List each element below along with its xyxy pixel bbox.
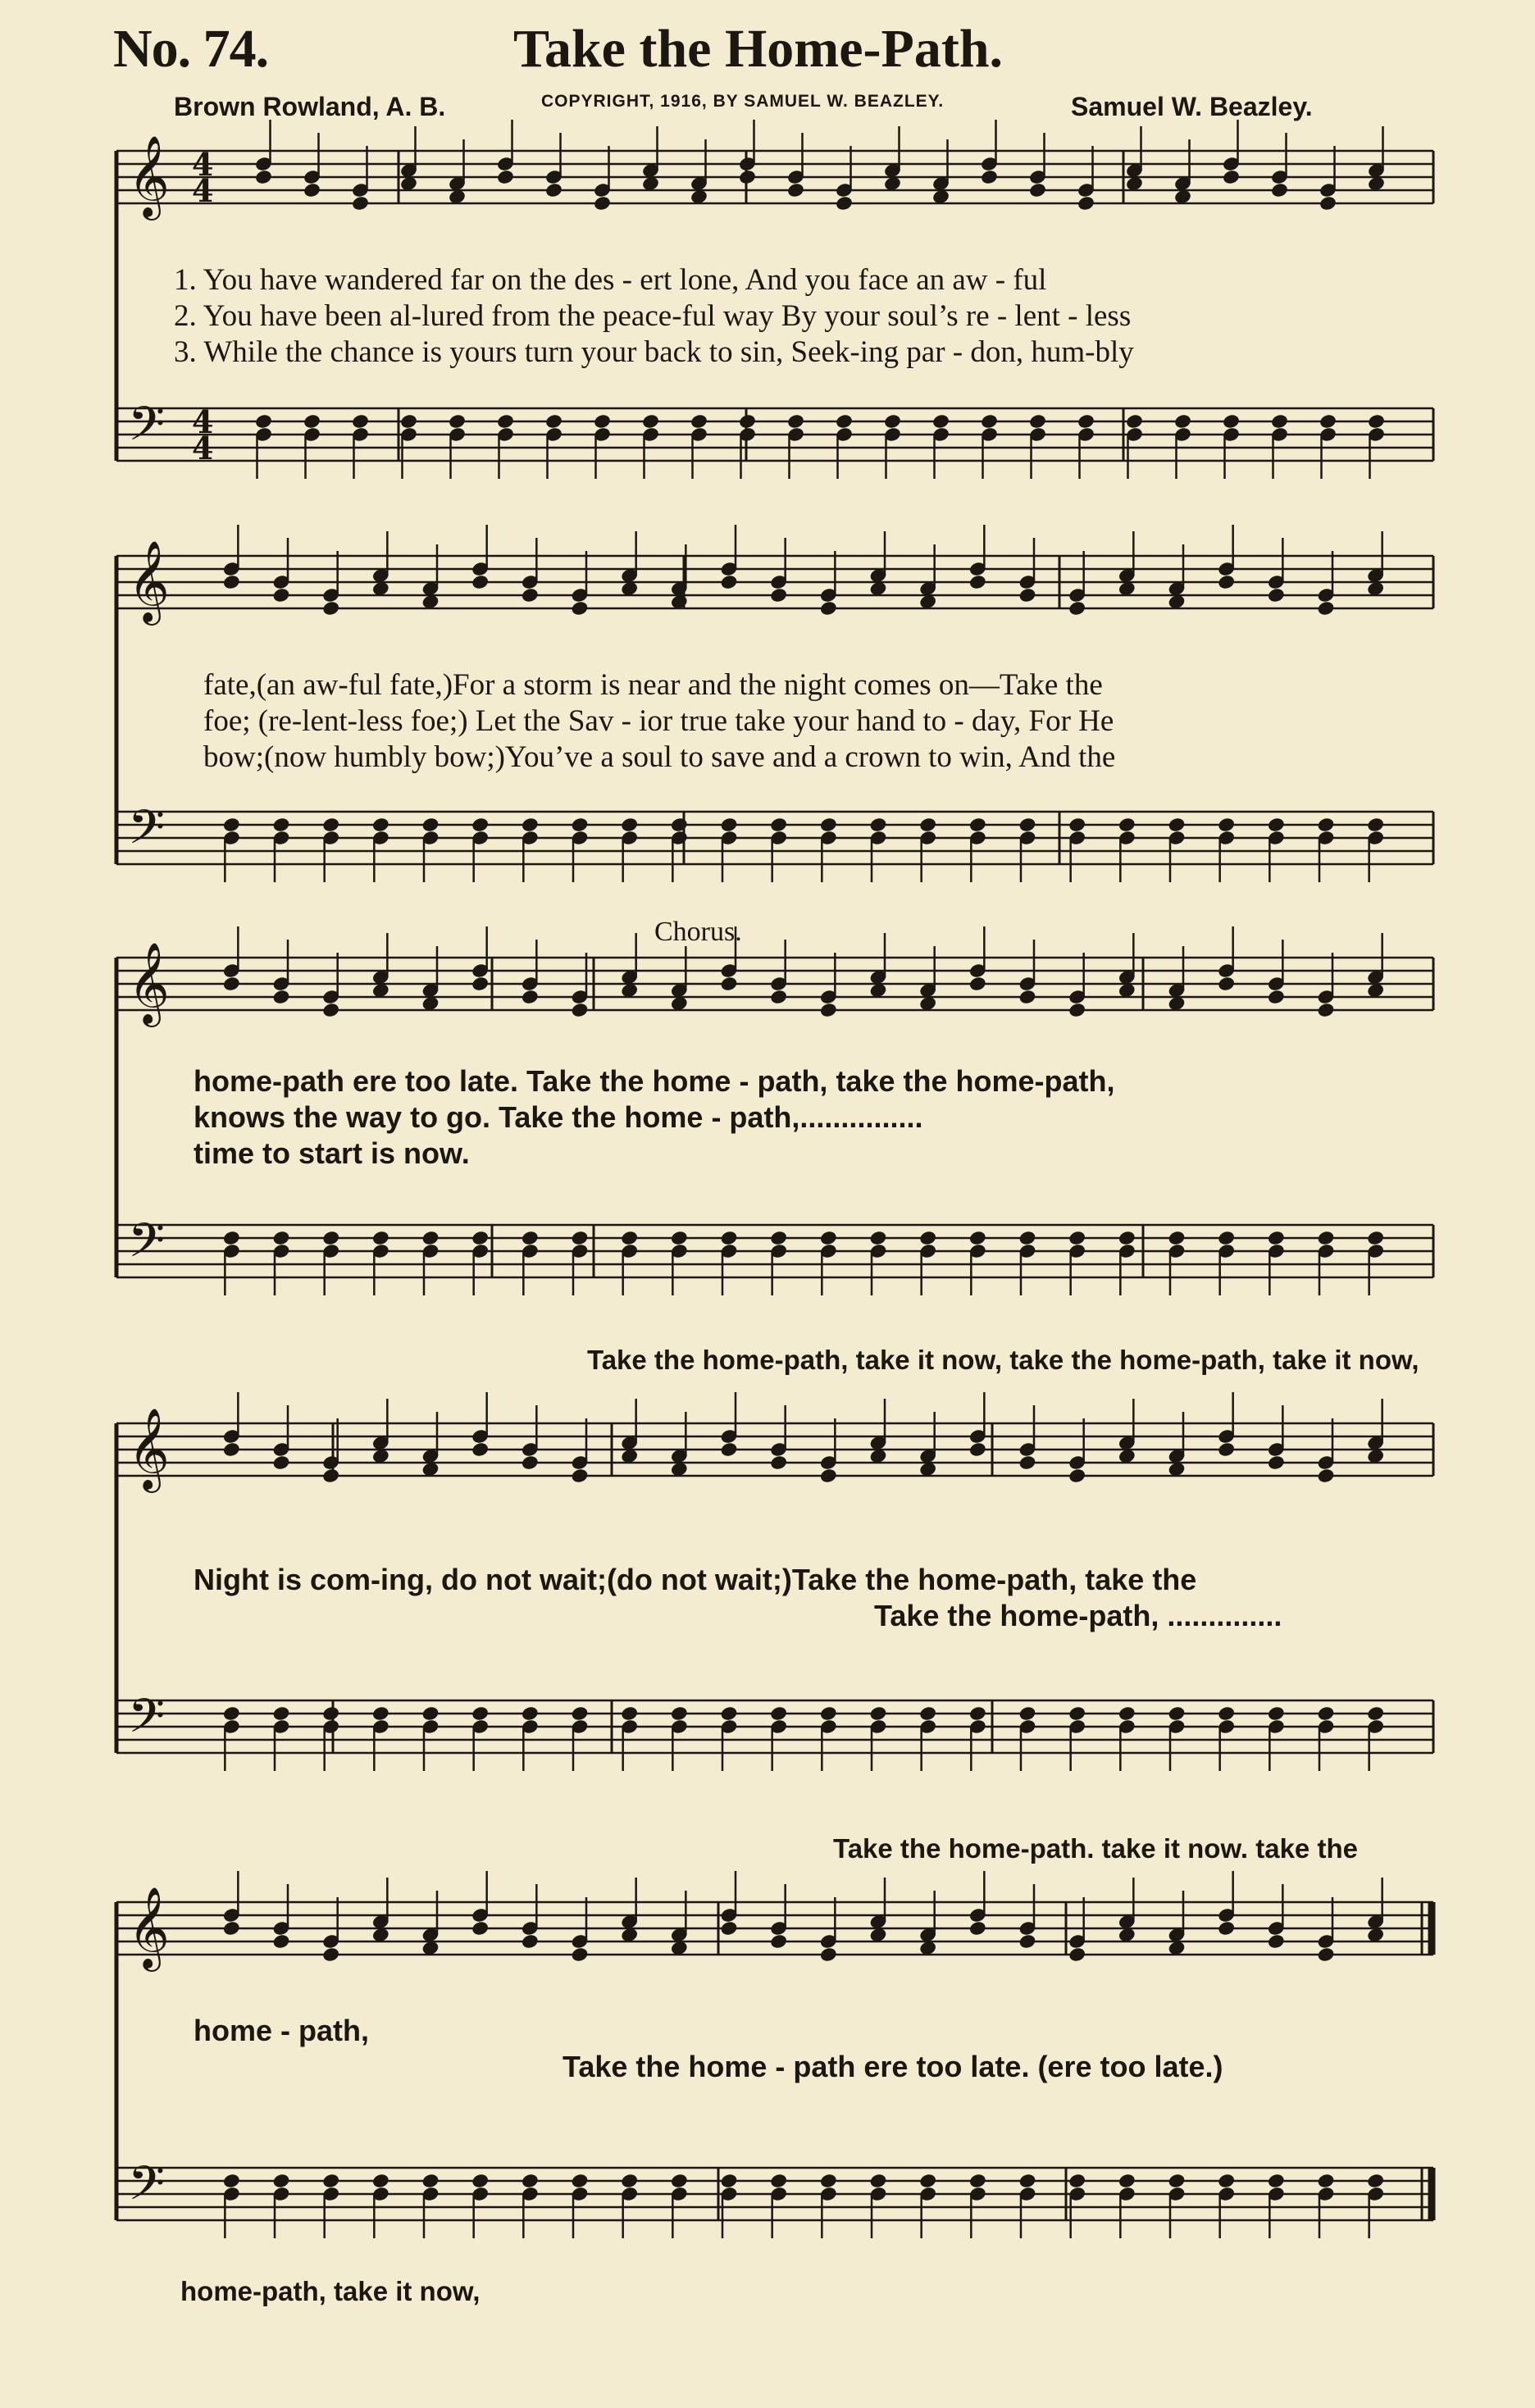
note-head (869, 1705, 887, 1721)
note-head (571, 817, 589, 832)
note-head (471, 1705, 490, 1721)
note-head (1018, 2173, 1036, 2188)
note-head (720, 574, 738, 589)
note-head (621, 2173, 639, 2188)
note-head (272, 1933, 290, 1949)
bass-clef-icon: 𝄢 (128, 799, 166, 867)
note-head (770, 1230, 788, 1245)
note-head (272, 1705, 290, 1721)
note-head (968, 1705, 986, 1721)
note-head (421, 1705, 440, 1721)
note-head (1218, 817, 1236, 832)
note-head (1218, 1705, 1236, 1721)
note-head (1223, 169, 1241, 184)
note-head (371, 817, 389, 832)
note-head (1317, 1705, 1335, 1721)
note-head (1168, 1230, 1186, 1245)
note-head (968, 2173, 986, 2188)
note-head (670, 1705, 688, 1721)
note-head (222, 574, 240, 589)
note-head (497, 169, 515, 184)
note-head (222, 1705, 240, 1721)
note-head (1367, 817, 1385, 832)
note-head (1267, 817, 1285, 832)
note-head (968, 1920, 986, 1936)
note-head (322, 1705, 340, 1721)
note-head (1317, 1468, 1335, 1483)
bass-echo-1: Take the home-path, take it now, take the home-path, take it now, (587, 1345, 1419, 1375)
hymn-title: Take the Home-Path. (513, 19, 1004, 79)
note-head (497, 413, 515, 429)
note-head (1068, 600, 1086, 616)
note-head (819, 1468, 837, 1483)
note-head (1118, 1705, 1136, 1721)
note-head (1317, 600, 1335, 616)
note-head (400, 413, 418, 429)
note-head (819, 1946, 837, 1962)
note-head (371, 1230, 389, 1245)
chorus-line-3: time to start is now. (194, 1136, 470, 1170)
note-head (1068, 1002, 1086, 1017)
note-head (739, 413, 757, 429)
note-head (1267, 1454, 1285, 1470)
note-head (1068, 1468, 1086, 1483)
note-head (1077, 413, 1095, 429)
note-head (1267, 1230, 1285, 1245)
treble-clef-icon: 𝄞 (128, 1408, 170, 1490)
chorus-line-2: knows the way to go. Take the home - path,............... (194, 1100, 923, 1134)
note-head (1367, 2173, 1385, 2188)
note-head (787, 413, 805, 429)
note-head (1267, 587, 1285, 603)
note-head (932, 413, 950, 429)
verse-2-line-1: 2. You have been al-lured from the peace-ful way By your soul’s re - lent - less (174, 299, 1132, 333)
note-head (1174, 413, 1192, 429)
note-head (968, 976, 986, 991)
note-head (571, 1230, 589, 1245)
note-head (1029, 413, 1047, 429)
note-head (1018, 989, 1036, 1004)
note-head (819, 1230, 837, 1245)
note-head (571, 600, 589, 616)
note-head (272, 2173, 290, 2188)
time-signature: 4 (192, 403, 214, 440)
note-head (642, 413, 660, 429)
time-signature: 4 (192, 430, 214, 467)
note-head (770, 1933, 788, 1949)
note-head (471, 2173, 490, 2188)
note-head (770, 1454, 788, 1470)
note-head (1118, 1230, 1136, 1245)
copyright-notice: COPYRIGHT, 1916, BY SAMUEL W. BEAZLEY. (541, 92, 945, 111)
time-signature: 4 (192, 172, 214, 209)
note-head (571, 1946, 589, 1962)
note-head (1218, 1920, 1236, 1936)
verse-1-line-2: fate,(an aw-ful fate,)For a storm is near and the night comes on—Take the (203, 668, 1103, 702)
note-head (1218, 976, 1236, 991)
note-head (1223, 413, 1241, 429)
note-head (521, 2173, 539, 2188)
note-head (968, 817, 986, 832)
note-head (521, 1705, 539, 1721)
bass-clef-icon: 𝄢 (128, 1213, 166, 1280)
note-head (1267, 989, 1285, 1004)
note-head (981, 413, 999, 429)
note-head (621, 1230, 639, 1245)
note-head (272, 817, 290, 832)
note-head (1218, 574, 1236, 589)
note-head (690, 413, 708, 429)
note-head (222, 2173, 240, 2188)
note-head (670, 2173, 688, 2188)
note-head (322, 2173, 340, 2188)
note-head (869, 817, 887, 832)
note-head (1118, 2173, 1136, 2188)
note-head (621, 1705, 639, 1721)
chorus-line-6: Take the home - path ere too late. (ere too late.) (563, 2050, 1223, 2083)
chorus-line-4: Night is com-ing, do not wait;(do not wait;)Take the home-path, take the (194, 1563, 1197, 1596)
note-head (981, 169, 999, 184)
note-head (1218, 1441, 1236, 1457)
bass-echo-3: home-path, take it now, (180, 2276, 481, 2306)
note-head (720, 976, 738, 991)
note-head (787, 182, 805, 198)
note-head (272, 1230, 290, 1245)
note-head (1068, 1705, 1086, 1721)
note-head (303, 182, 321, 198)
verse-3-line-2: bow;(now humbly bow;)You’ve a soul to save and a crown to win, And the (203, 740, 1116, 774)
bass-clef-icon: 𝄢 (128, 2155, 166, 2223)
note-head (836, 195, 854, 211)
note-head (1018, 1705, 1036, 1721)
note-head (968, 1441, 986, 1457)
note-head (521, 817, 539, 832)
note-head (670, 1230, 688, 1245)
note-head (521, 1454, 539, 1470)
note-head (819, 1002, 837, 1017)
note-head (322, 1002, 340, 1017)
note-head (471, 574, 490, 589)
note-head (471, 976, 490, 991)
note-head (1018, 1454, 1036, 1470)
note-head (819, 817, 837, 832)
note-head (919, 817, 937, 832)
verse-3-line-1: 3. While the chance is yours turn your back to sin, Seek-ing par - don, hum-bly (174, 335, 1134, 369)
treble-clef-icon: 𝄞 (128, 942, 170, 1024)
note-head (770, 989, 788, 1004)
note-head (1319, 195, 1337, 211)
note-head (720, 1441, 738, 1457)
note-head (819, 2173, 837, 2188)
note-head (1271, 182, 1289, 198)
note-head (322, 1230, 340, 1245)
note-head (1018, 587, 1036, 603)
note-head (968, 574, 986, 589)
bass-echo-2: Take the home-path. take it now. take the (833, 1833, 1358, 1864)
note-head (371, 2173, 389, 2188)
note-head (571, 1002, 589, 1017)
note-head (255, 169, 273, 184)
note-head (869, 1230, 887, 1245)
treble-clef-icon: 𝄞 (128, 540, 170, 622)
note-head (819, 600, 837, 616)
note-head (322, 817, 340, 832)
composer-credit: Samuel W. Beazley. (1071, 92, 1313, 121)
note-head (545, 413, 563, 429)
note-head (521, 989, 539, 1004)
note-head (869, 2173, 887, 2188)
note-head (322, 600, 340, 616)
note-head (272, 587, 290, 603)
note-head (1068, 1946, 1086, 1962)
note-head (222, 817, 240, 832)
note-head (471, 1920, 490, 1936)
note-head (720, 1920, 738, 1936)
note-head (1118, 817, 1136, 832)
note-head (545, 182, 563, 198)
note-head (1168, 817, 1186, 832)
note-head (421, 1230, 440, 1245)
note-head (1018, 1230, 1036, 1245)
note-head (1267, 2173, 1285, 2188)
note-head (222, 1441, 240, 1457)
note-head (919, 1705, 937, 1721)
note-head (471, 1441, 490, 1457)
note-head (352, 413, 370, 429)
note-head (1317, 2173, 1335, 2188)
note-head (670, 817, 688, 832)
bass-clef-icon: 𝄢 (128, 396, 166, 463)
note-head (594, 195, 612, 211)
note-head (322, 1946, 340, 1962)
note-head (222, 1230, 240, 1245)
chorus-line-5: home - path, (194, 2014, 369, 2047)
note-head (1367, 1705, 1385, 1721)
note-head (1367, 1230, 1385, 1245)
note-head (322, 1468, 340, 1483)
note-head (1018, 817, 1036, 832)
note-head (1126, 413, 1144, 429)
note-head (1029, 182, 1047, 198)
note-head (1317, 817, 1335, 832)
note-head (1018, 1933, 1036, 1949)
note-head (1319, 413, 1337, 429)
treble-clef-icon: 𝄞 (128, 1887, 170, 1969)
note-head (272, 1454, 290, 1470)
note-head (720, 817, 738, 832)
note-head (521, 587, 539, 603)
note-head (471, 1230, 490, 1245)
note-head (1218, 1230, 1236, 1245)
time-signature: 4 (192, 146, 214, 183)
note-head (770, 1705, 788, 1721)
note-head (621, 817, 639, 832)
chorus-line-1: home-path ere too late. Take the home - path, take the home-path, (194, 1064, 1115, 1098)
note-head (303, 413, 321, 429)
verse-2-line-2: foe; (re-lent-less foe;) Let the Sav - ior true take your hand to - day, For He (203, 704, 1114, 738)
note-head (968, 1230, 986, 1245)
note-head (739, 169, 757, 184)
note-head (371, 1705, 389, 1721)
note-head (836, 413, 854, 429)
note-head (720, 1705, 738, 1721)
note-head (1168, 1705, 1186, 1721)
note-head (1267, 1705, 1285, 1721)
note-head (720, 2173, 738, 2188)
note-head (222, 976, 240, 991)
note-head (571, 1705, 589, 1721)
note-head (255, 413, 273, 429)
note-head (1068, 1230, 1086, 1245)
note-head (521, 1230, 539, 1245)
note-head (222, 1920, 240, 1936)
note-head (720, 1230, 738, 1245)
chorus-echo-2: Take the home-path, .............. (874, 1599, 1282, 1632)
note-head (1267, 1933, 1285, 1949)
note-head (594, 413, 612, 429)
note-head (770, 587, 788, 603)
bass-clef-icon: 𝄢 (128, 1688, 166, 1755)
author-credit: Brown Rowland, A. B. (174, 92, 446, 121)
chorus-label: Chorus. (654, 917, 742, 947)
note-head (471, 817, 490, 832)
note-head (449, 413, 467, 429)
note-head (1271, 413, 1289, 429)
note-head (571, 2173, 589, 2188)
note-head (1317, 1002, 1335, 1017)
note-head (571, 1468, 589, 1483)
note-head (1368, 413, 1386, 429)
note-head (421, 817, 440, 832)
note-head (1168, 2173, 1186, 2188)
note-head (1317, 1230, 1335, 1245)
note-head (919, 1230, 937, 1245)
note-head (1077, 195, 1095, 211)
note-head (1068, 2173, 1086, 2188)
note-head (1218, 2173, 1236, 2188)
note-head (770, 2173, 788, 2188)
note-head (421, 2173, 440, 2188)
note-head (352, 195, 370, 211)
hymn-number: No. 74. (113, 19, 269, 79)
treble-clef-icon: 𝄞 (128, 135, 170, 217)
note-head (770, 817, 788, 832)
note-head (1068, 817, 1086, 832)
note-head (919, 2173, 937, 2188)
note-head (1317, 1946, 1335, 1962)
verse-1-line-1: 1. You have wandered far on the des - ert lone, And you face an aw - ful (174, 263, 1047, 297)
note-head (819, 1705, 837, 1721)
note-head (884, 413, 902, 429)
note-head (521, 1933, 539, 1949)
note-head (272, 989, 290, 1004)
